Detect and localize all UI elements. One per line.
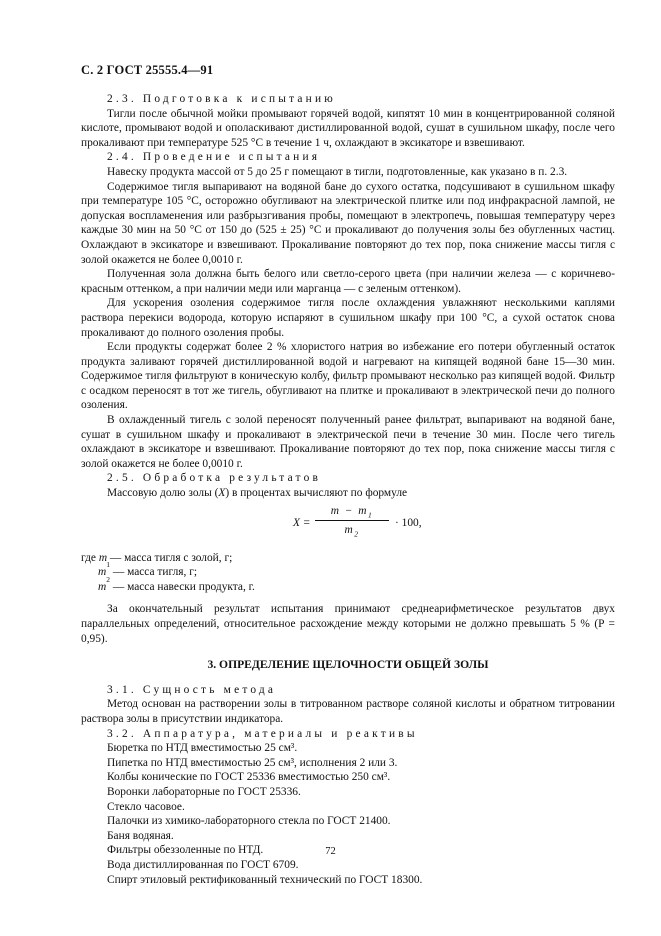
section-2-4-paragraph-4: Для ускорения озоления содержимое тигля после охлаждения увлажняют несколькими каплями раствора перекиси водорода, которую испаряют в сушильном шкафу при 100 °С, а сухой остаток снова прокаливают до полного озоления пробы. [81,297,615,339]
list-item: Воронки лабораторные по ГОСТ 25336. [107,785,301,798]
legend-var: m [98,580,107,593]
list-item: Фильтры обеззоленные по НТД. [107,844,264,857]
formula-lhs: X = [293,516,311,529]
formula-numerator-sub: 1 [368,509,374,519]
fraction-bar [315,520,389,521]
section-2-5-title: 2.5. Обработка результатов [107,472,322,485]
list-item: Спирт этиловый ректификованный технический по ГОСТ 18300. [107,873,423,886]
running-header: С. 2 ГОСТ 25555.4—91 [81,63,214,77]
formula-denominator [315,523,389,538]
section-3-1-title: 3.1. Сущность метода [107,683,277,696]
legend-text: — масса тигля с золой, г; [107,551,233,564]
legend-var: m [98,551,108,564]
section-3-2-title: 3.2. Аппаратура, материалы и реактивы [107,727,418,740]
equipment-list [81,741,615,887]
list-item: Стекло часовое. [107,800,185,813]
section-2-4-paragraph-3: Полученная зола должна быть белого или светло-серого цвета (при наличии железа — с коричнево-красным оттенком, а при наличии меди или марганца — с зеленым оттенком). [81,268,615,295]
legend-sub: 1 [106,560,110,570]
legend-sub: 2 [106,574,110,584]
formula-denominator-sub: 2 [354,529,360,539]
legend-var: m [98,566,107,579]
list-item: Баня водяная. [107,829,174,842]
formula-denominator-text: m [344,524,355,537]
legend-prefix: где [81,551,99,564]
section-2-3-title: 2.3. Подготовка к испытанию [107,93,336,105]
document-body [81,92,615,887]
formula-fraction [315,504,389,538]
section-2-4-title: 2.4. Проведение испытания [107,151,321,164]
section-2-4-paragraph-2: Содержимое тигля выпаривают на водяной бане до сухого остатка, подсушивают в сушильном шкафу при температуре 105 °С, осторожно обугливают на электрической плитке или под инфракрасной лампой, не допуская воспламенения или разбрызгивания пробы, помещают в электропечь, повышая температуру через каждые 30 мин на 50 °С от 150 до (525 ± 25) °С и прокаливают до получения золы без обугленных частиц. Охлаждают в эксикаторе и взвешивают. Прокаливание повторяют до тех пор, пока снижение массы тигля с золой окажется не более 0,0010 г. [81,180,615,266]
chapter-3-title: 3. ОПРЕДЕЛЕНИЕ ЩЕЛОЧНОСТИ ОБЩЕЙ ЗОЛЫ [207,658,489,672]
formula-numerator [315,504,389,519]
formula-intro-var: X [218,487,226,500]
list-item: Колбы конические по ГОСТ 25336 вместимостью 250 см³. [107,771,391,784]
page-number: 72 [325,846,336,857]
legend-row [81,560,615,580]
formula-legend [81,551,615,595]
section-3-1-paragraph: Метод основан на растворении золы в титрованном растворе соляной кислоты и обратном титровании раствора золы в присутствии индикатора. [81,698,615,725]
legend-row [81,574,615,595]
section-2-4-paragraph-1: Навеску продукта массой от 5 до 25 г помещают в тигли, подготовленные, как указано в п. 2.3. [107,165,568,178]
section-2-3-paragraph: Тигли после обычной мойки промывают горячей водой, кипятят 10 мин в концентрированной соляной кислоте, промывают водой и ополаскивают дистиллированной водой, сушат в сушильном шкафу, после чего прокаливают при температуре 525 °С в течение 1 ч, охлаждают в эксикаторе и взвешивают. [81,107,615,149]
legend-text: — масса навески продукта, г. [109,580,255,593]
list-item: Вода дистиллированная по ГОСТ 6709. [107,858,299,871]
formula-intro-a: Массовую долю золы ( [107,487,219,500]
section-2-5-paragraph-2: За окончательный результат испытания принимают среднеарифметическое результатов двух параллельных определений, относительное расхождение между которыми не должно превышать 5 % (P = 0,95). [81,603,615,645]
list-item: Бюретка по НТД вместимостью 25 см³. [107,742,298,755]
section-2-5-paragraph-1 [81,486,615,501]
ash-formula [81,503,615,549]
legend-row [81,551,615,566]
section-2-4-paragraph-5: Если продукты содержат более 2 % хлористого натрия во избежание его потери обугленный остаток продукта заливают горячей дистиллированной водой и нагревают на кипящей водяной бане 15—30 мин. Содержимое тигля фильтруют в коническую колбу, фильтр промывают несколько раз кипящей водой. Фильтр с осадком переносят в тот же тигель, обугливают на плитке и прокаливают в электрической печи до полного озоления. [81,341,615,412]
list-item: Палочки из химико-лабораторного стекла по ГОСТ 21400. [107,815,391,828]
legend-text: — масса тигля, г; [109,566,198,579]
list-item: Пипетка по НТД вместимостью 25 см³, исполнения 2 или 3. [107,756,398,769]
formula-numerator-text: m − m [330,504,369,517]
formula-intro-b: ) в процентах вычисляют по формуле [225,487,408,500]
formula-rhs: · 100, [395,516,422,529]
section-2-4-paragraph-6: В охлажденный тигель с золой переносят полученный ранее фильтрат, выпаривают на водяной бане, сушат в сушильном шкафу и прокаливают в электрической печи в течение 30 мин. После чего тигель охлаждают в эксикаторе и взвешивают. Прокаливание повторяют до тех пор, пока снижение массы тигля с золой окажется не более 0,0010 г. [81,414,615,470]
